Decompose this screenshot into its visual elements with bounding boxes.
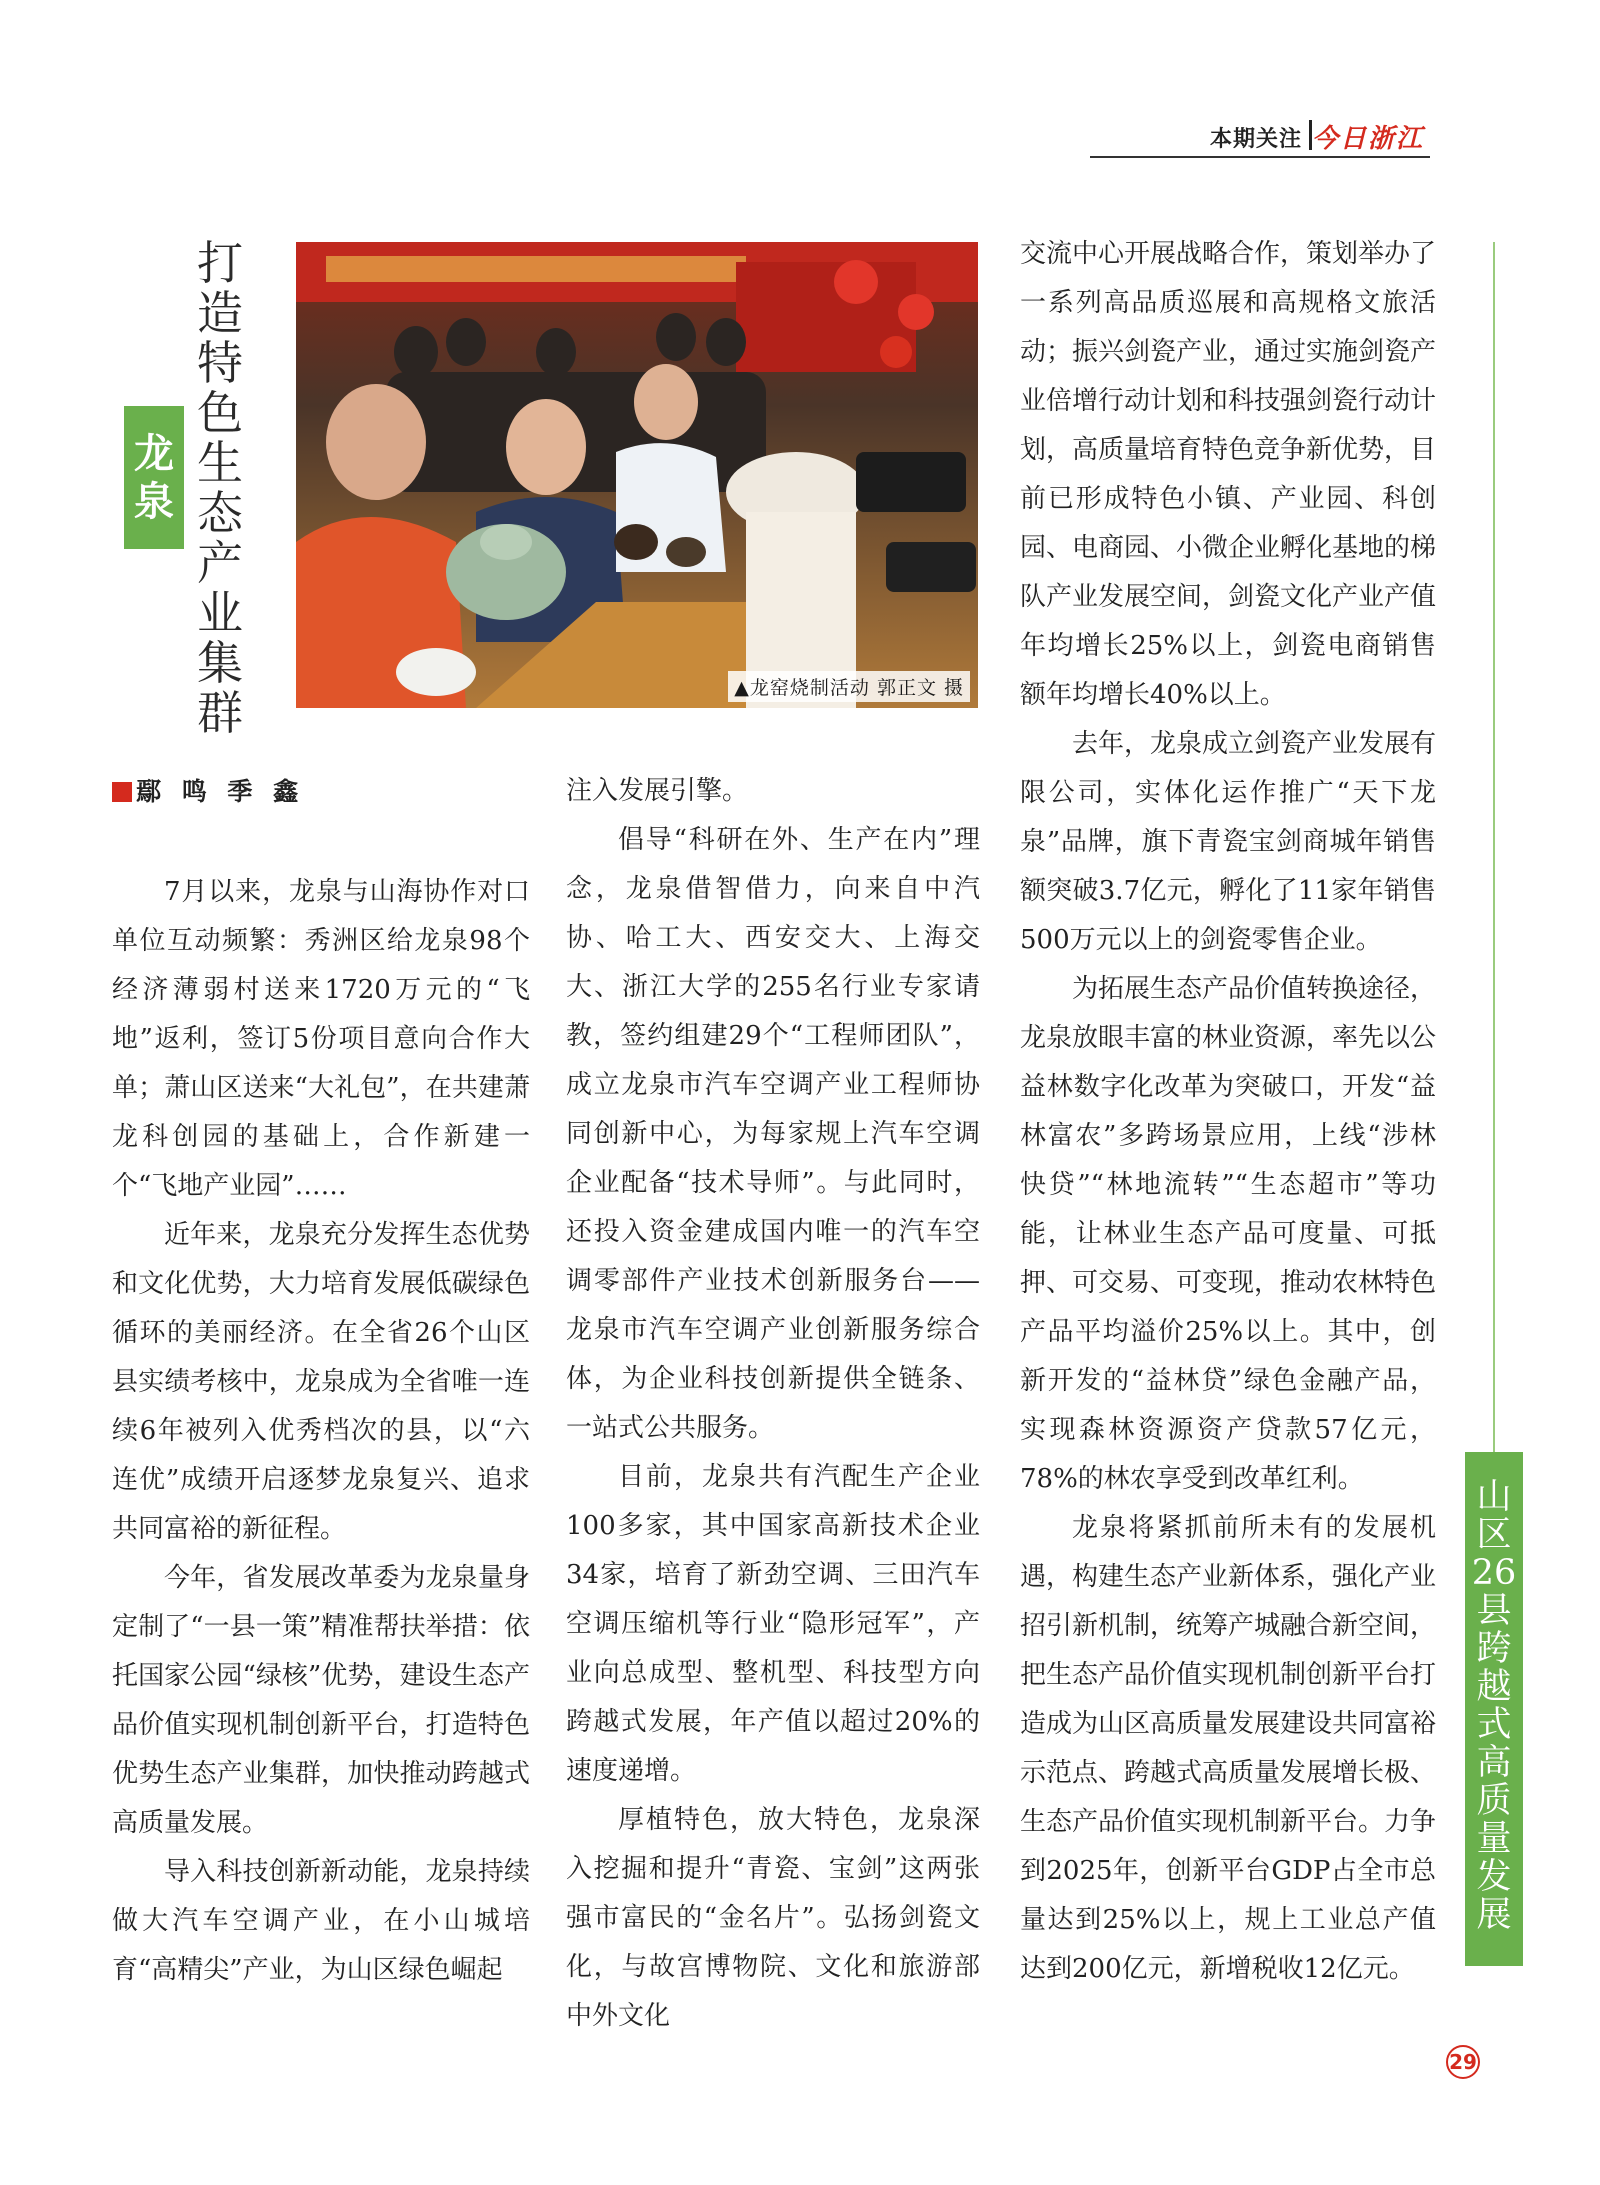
banner-char: 高 xyxy=(1476,1743,1512,1783)
title-char: 集 xyxy=(197,636,243,690)
photo-caption: ▲龙窑烧制活动 郭正文 摄 xyxy=(728,671,970,702)
paragraph: 去年，龙泉成立剑瓷产业发展有限公司，实体化运作推广“天下龙泉”品牌，旗下青瓷宝剑商城年销售额突破3.7亿元，孵化了11家年销售500万元以上的剑瓷零售企业。 xyxy=(1020,729,1437,955)
paragraph: 目前，龙泉共有汽配生产企业100多家，其中国家高新技术企业34家，培育了新劲空调、三田汽车空调压缩机等行业“隐形冠军”，产业向总成型、整机型、科技型方向跨越式发展，年产值以超过20%的速度递增。 xyxy=(566,1462,980,1786)
place-char: 泉 xyxy=(134,479,174,525)
article-title xyxy=(190,238,250,738)
byline xyxy=(112,772,304,808)
banner-char: 跨 xyxy=(1476,1629,1512,1669)
paragraph: 7月以来，龙泉与山海协作对口单位互动频繁：秀洲区给龙泉98个经济薄弱村送来1720万元的“飞地”返利，签订5份项目意向合作大单；萧山区送来“大礼包”，在共建萧龙科创园的基础上，合作新建一个“飞地产业园”…… xyxy=(112,877,530,1201)
banner-char: 越 xyxy=(1476,1667,1512,1707)
title-char: 造 xyxy=(197,286,243,340)
title-char: 态 xyxy=(197,486,243,540)
title-char: 群 xyxy=(197,686,243,740)
byline-authors: 鄢 鸣 季 鑫 xyxy=(136,777,305,806)
series-banner xyxy=(1465,1452,1523,1966)
title-char: 色 xyxy=(197,386,243,440)
banner-char: 式 xyxy=(1476,1705,1512,1745)
text-column-3 xyxy=(1020,230,1436,1994)
text-column-1 xyxy=(112,868,530,1995)
paragraph: 今年，省发展改革委为龙泉量身定制了“一县一策”精准帮扶举措：依托国家公园“绿核”优势，建设生态产品价值实现机制创新平台，打造特色优势生态产业集群，加快推动跨越式高质量发展。 xyxy=(112,1563,530,1838)
page-number: 29 xyxy=(1446,2045,1480,2079)
paragraph: 为拓展生态产品价值转换途径，龙泉放眼丰富的林业资源，率先以公益林数字化改革为突破口，开发“益林富农”多跨场景应用，上线“涉林快贷”“林地流转”“生态超市”等功能，让林业生态产品可度量、可抵押、可交易、可变现，推动农林特色产品平均溢价25%以上。其中，创新开发的“益林贷”绿色金融产品，实现森林资源资产贷款57亿元，78%的林农享受到改革红利。 xyxy=(1020,974,1437,1494)
section-label: 本期关注 xyxy=(1209,127,1302,152)
banner-char: 区 xyxy=(1476,1515,1512,1555)
paragraph: 导入科技创新新动能，龙泉持续做大汽车空调产业，在小山城培育“高精尖”产业，为山区绿色崛起 xyxy=(112,1857,530,1985)
title-char: 业 xyxy=(197,586,243,640)
running-header xyxy=(1090,118,1430,158)
text-column-2 xyxy=(566,767,980,2041)
banner-char: 量 xyxy=(1476,1819,1512,1859)
paragraph: 近年来，龙泉充分发挥生态优势和文化优势，大力培育发展低碳绿色循环的美丽经济。在全省26个山区县实绩考核中，龙泉成为全省唯一连续6年被列入优秀档次的县，以“六连优”成绩开启逐梦龙泉复兴、追求共同富裕的新征程。 xyxy=(112,1220,530,1544)
banner-char: 县 xyxy=(1476,1591,1512,1631)
photo-illustration xyxy=(296,242,978,708)
article-photo xyxy=(296,242,978,708)
title-char: 生 xyxy=(197,436,243,490)
paragraph-continued: 交流中心开展战略合作，策划举办了一系列高品质巡展和高规格文旅活动；振兴剑瓷产业，通过实施剑瓷产业倍增行动计划和科技强剑瓷行动计划，高质量培育特色竞争新优势，目前已形成特色小镇、产业园、科创园、电商园、小微企业孵化基地的梯队产业发展空间，剑瓷文化产业产值年均增长25%以上，剑瓷电商销售额年均增长40%以上。 xyxy=(1020,239,1437,710)
paragraph: 倡导“科研在外、生产在内”理念，龙泉借智借力，向来自中汽协、哈工大、西安交大、上海交大、浙江大学的255名行业专家请教，签约组建29个“工程师团队”，成立龙泉市汽车空调产业工程师协同创新中心，为每家规上汽车空调企业配备“技术导师”。与此同时，还投入资金建成国内唯一的汽车空调零部件产业技术创新服务台——龙泉市汽车空调产业创新服务综合体，为企业科技创新提供全链条、一站式公共服务。 xyxy=(566,825,980,1443)
banner-char: 发 xyxy=(1476,1857,1512,1897)
banner-char: 质 xyxy=(1476,1781,1512,1821)
banner-char: 展 xyxy=(1476,1895,1512,1935)
title-char: 打 xyxy=(197,236,243,290)
paragraph-continued: 注入发展引擎。 xyxy=(566,776,749,806)
banner-char: 26 xyxy=(1471,1553,1517,1593)
banner-char: 山 xyxy=(1476,1477,1512,1517)
byline-marker xyxy=(112,782,132,802)
title-char: 产 xyxy=(197,536,243,590)
paragraph: 龙泉将紧抓前所未有的发展机遇，构建生态产业新体系，强化产业招引新机制，统筹产城融合新空间，把生态产品价值实现机制创新平台打造成为山区高质量发展建设共同富裕示范点、跨越式高质量发展增长极、生态产品价值实现机制新平台。力争到2025年，创新平台GDP占全市总量达到25%以上，规上工业总产值达到200亿元，新增税收12亿元。 xyxy=(1020,1513,1437,1984)
place-tag xyxy=(124,406,184,549)
magazine-logo: 今日浙江 xyxy=(1311,124,1424,154)
place-char: 龙 xyxy=(134,431,174,477)
title-char: 特 xyxy=(197,336,243,390)
paragraph: 厚植特色，放大特色，龙泉深入挖掘和提升“青瓷、宝剑”这两张强市富民的“金名片”。弘扬剑瓷文化，与故宫博物院、文化和旅游部中外文化 xyxy=(566,1805,980,2031)
